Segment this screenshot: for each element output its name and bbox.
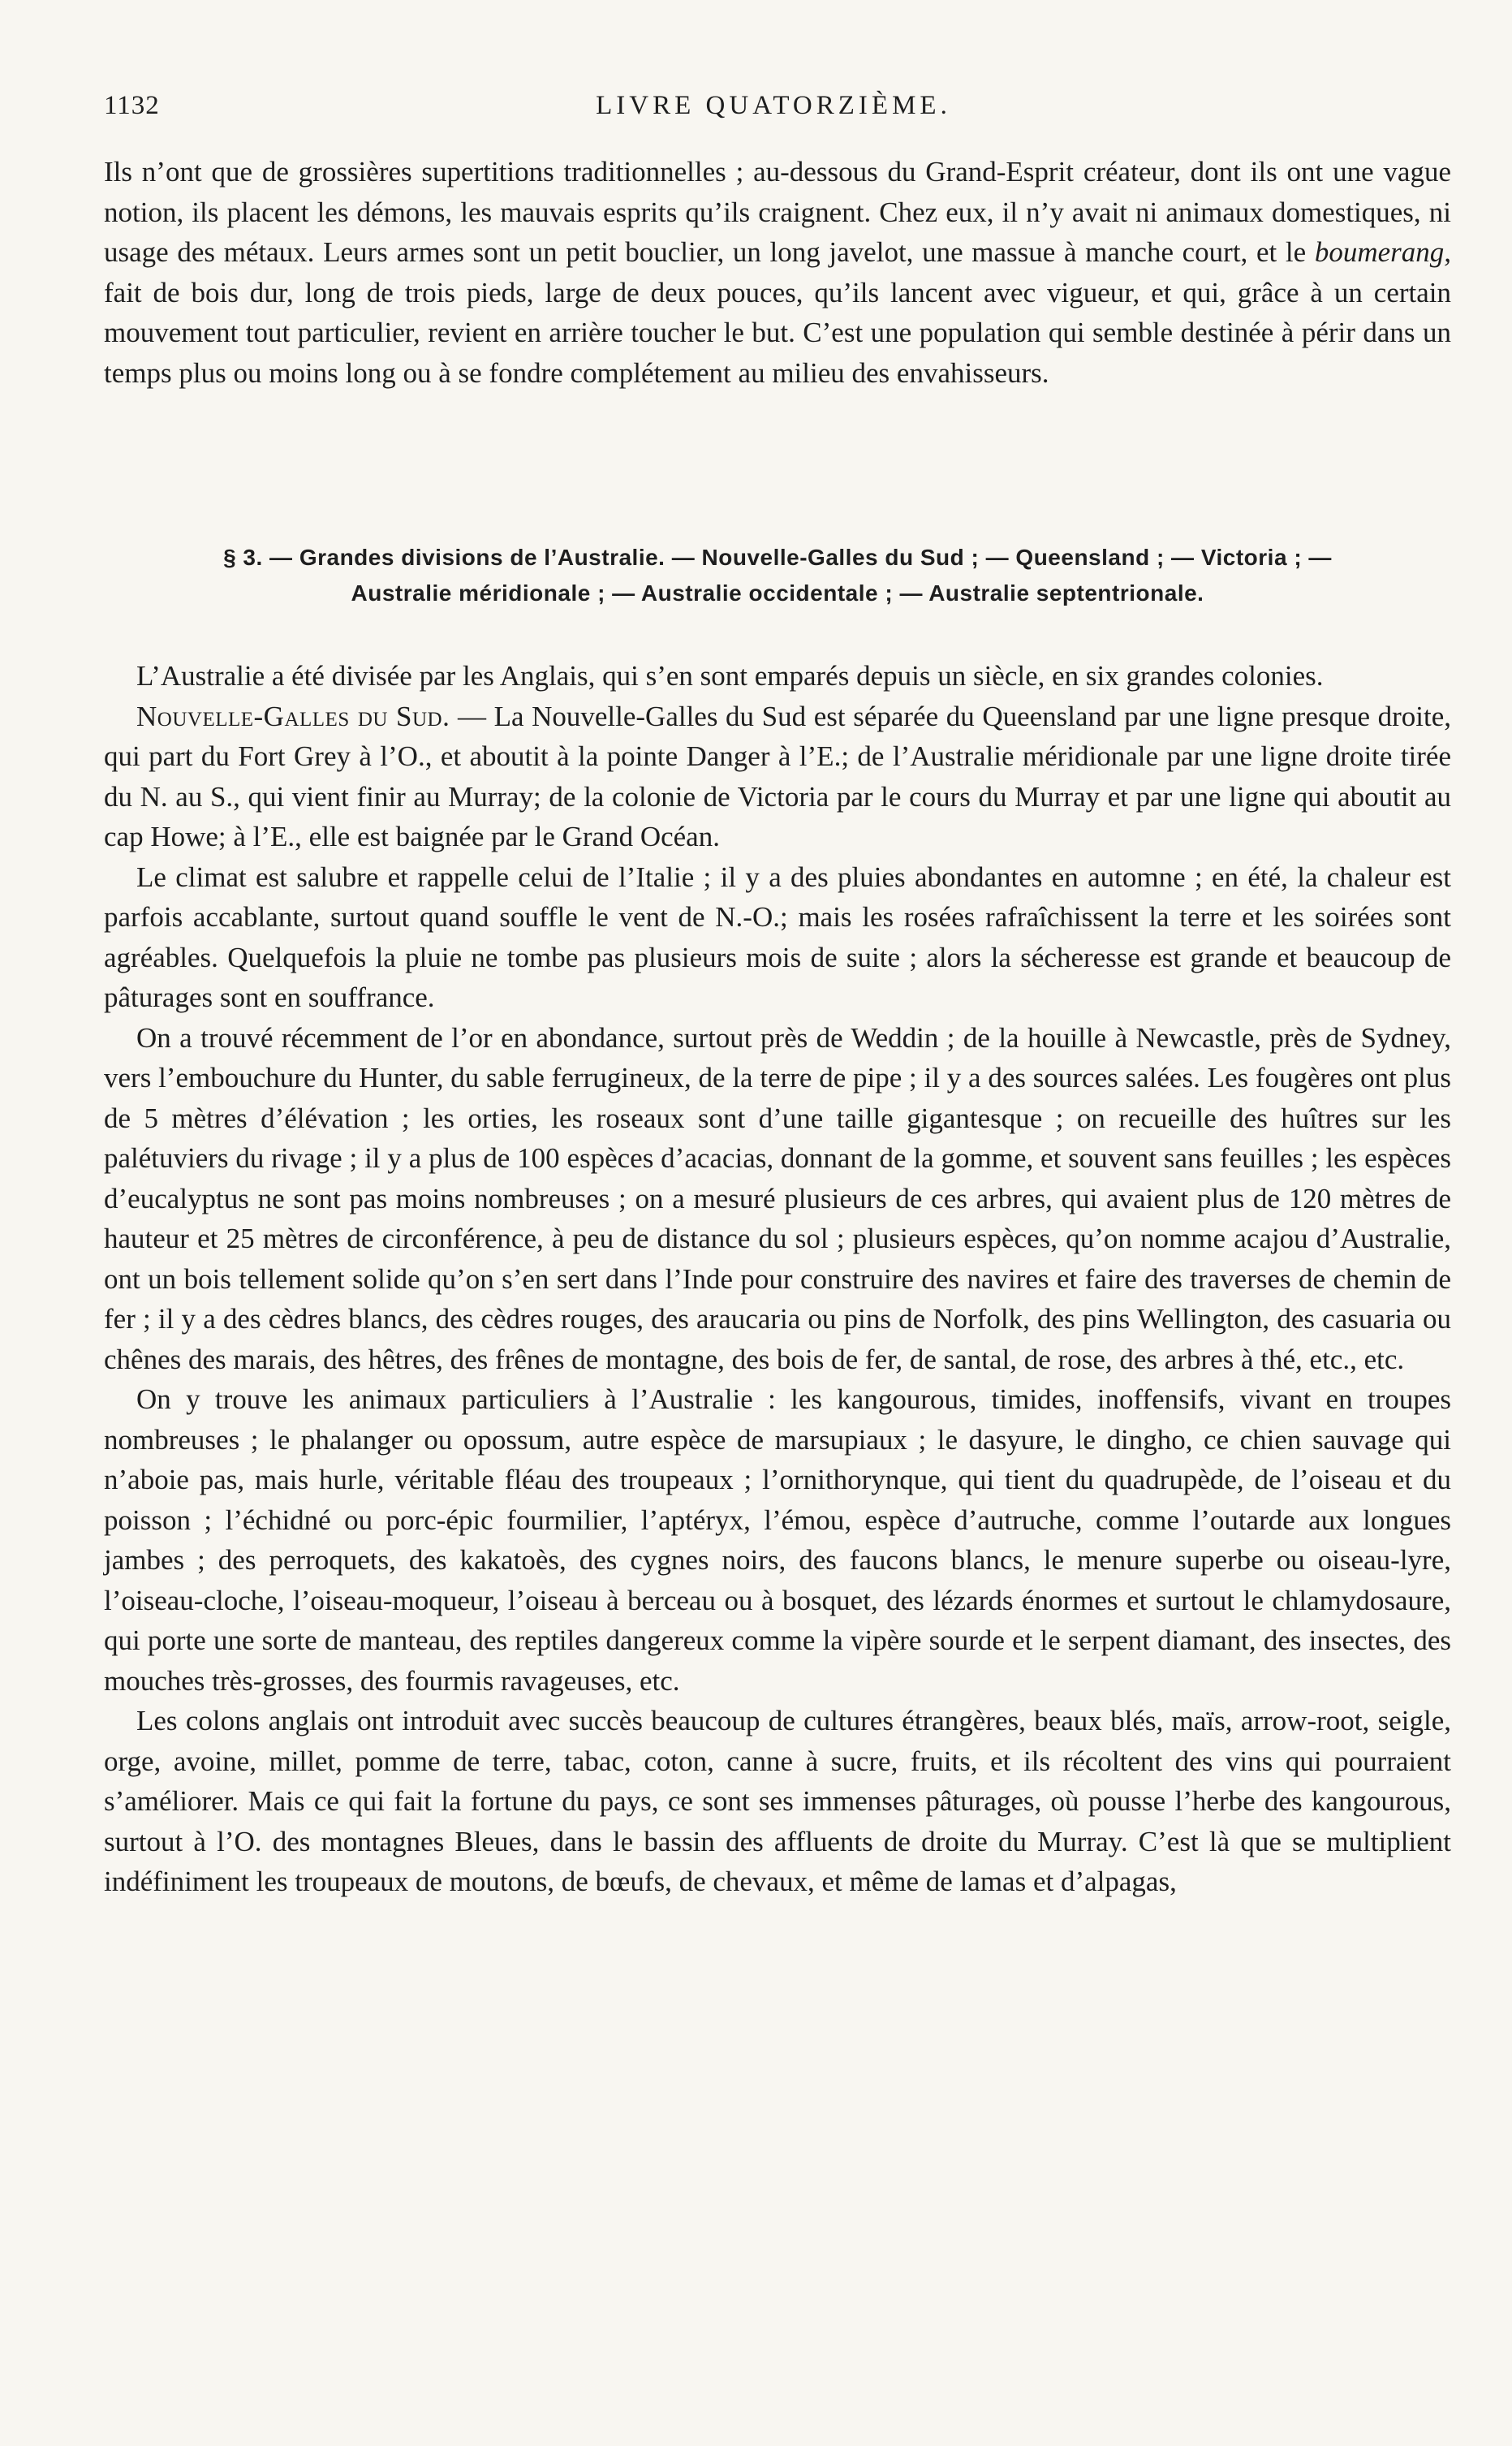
paragraph-nouvelle-galles-text: — La Nouvelle-Galles du Sud est séparée du Queensland par une ligne presque droite, qui part du Fort Grey à l’O., et aboutit à la pointe Danger à l’E.; de l’Australie méridionale par une ligne droite tirée du N. au S., qui vient finir au Murray; de la colonie de Victoria par le cours du Murray et par une ligne qui aboutit au cap Howe; à l’E., elle est baignée par le Grand Océan. <box>104 700 1451 852</box>
paragraph-climate: Le climat est salubre et rappelle celui de l’Italie ; il y a des pluies abondantes en automne ; en été, la chaleur est parfois accablante, surtout quand souffle le vent de N.-O.; mais les rosées rafraîchissent la terre et les soirées sont agréables. Quelquefois la pluie ne tombe pas plusieurs mois de suite ; alors la sécheresse est grande et beaucoup de pâturages sont en souffrance. <box>104 861 1451 1013</box>
section-heading <box>104 540 1451 611</box>
paragraph-resources: On a trouvé récemment de l’or en abondance, surtout près de Weddin ; de la houille à Newcastle, près de Sydney, vers l’embouchure du Hunter, du sable ferrugineux, de la terre de pipe ; il y a des sources salées. Les fougères ont plus de 5 mètres d’élévation ; les orties, les roseaux sont d’une taille gigantesque ; on recueille des huîtres sur les palétuviers du rivage ; il y a plus de 100 espèces d’acacias, donnant de la gomme, et souvent sans feuilles ; les espèces d’eucalyptus ne sont pas moins nombreuses ; on a mesuré plusieurs de ces arbres, qui avaient plus de 120 mètres de hauteur et 25 mètres de circonférence, à peu de distance du sol ; plusieurs espèces, qu’on nomme acajou d’Australie, ont un bois tellement solide qu’on s’en sert dans l’Inde pour construire des navires et faire des traverses de chemin de fer ; il y a des cèdres blancs, des cèdres rouges, des araucaria ou pins de Norfolk, des pins Wellington, des casuaria ou chênes des marais, des hêtres, des frênes de montagne, des bois de fer, de santal, de rose, des arbres à thé, etc., etc. <box>104 1021 1451 1375</box>
section-body <box>104 656 1451 1902</box>
paragraph-division: L’Australie a été divisée par les Anglais, qui s’en sont emparés depuis un siècle, en six grandes colonies. <box>136 660 1324 692</box>
intro-paragraph <box>104 152 1451 393</box>
intro-text-part2: fait de bois dur, long de trois pieds, large de deux pouces, qu’ils lancent avec vigueur, et qui, grâce à un certain mouvement tout particulier, revient en arrière toucher le but. C’est une population qui semble destinée à périr dans un temps plus ou moins long ou à se fondre complétement au milieu des envahisseurs. <box>104 276 1451 389</box>
paragraph-nouvelle-galles <box>104 697 1451 857</box>
section-heading-line-1: § 3. — Grandes divisions de l’Australie. — Nouvelle-Galles du Sud ; — Queensland ; — Victoria ; — <box>223 545 1332 570</box>
boumerang-term: boumerang, <box>1314 236 1451 268</box>
paragraph-colonists: Les colons anglais ont introduit avec succès beaucoup de cultures étrangères, beaux blés, maïs, arrow-root, seigle, orge, avoine, millet, pomme de terre, tabac, coton, canne à sucre, fruits, et ils récoltent des vins qui pourraient s’améliorer. Mais ce qui fait la fortune du pays, ce sont ses immenses pâturages, où pousse l’herbe des kangourous, surtout à l’O. des montagnes Bleues, dans le bassin des affluents de droite du Murray. C’est là que se multiplient indéfiniment les troupeaux de moutons, de bœufs, de chevaux, et même de lamas et d’alpagas, <box>104 1705 1451 1897</box>
page-number: 1132 <box>104 91 160 120</box>
paragraph-lead-heading: Nouvelle-Galles du Sud. <box>136 700 450 732</box>
intro-text-part1: Ils n’ont que de grossières supertitions traditionnelles ; au-dessous du Grand-Esprit créateur, dont ils ont une vague notion, ils placent les démons, les mauvais esprits qu’ils craignent. Chez eux, il n’y avait ni animaux domestiques, ni usage des métaux. Leurs armes sont un petit bouclier, un long javelot, une massue à manche court, et le <box>104 156 1451 268</box>
paragraph-animals: On y trouve les animaux particuliers à l’Australie : les kangourous, timides, inoffensifs, vivant en troupes nombreuses ; le phalanger ou opossum, autre espèce de marsupiaux ; le dasyure, le dingho, ce chien sauvage qui n’aboie pas, mais hurle, véritable fléau des troupeaux ; l’ornithorynque, qui tient du quadrupède, de l’oiseau et du poisson ; l’échidné ou porc-épic fourmilier, l’aptéryx, l’émou, espèce d’autruche, comme l’outarde aux longues jambes ; des perroquets, des kakatoès, des cygnes noirs, des faucons blancs, le menure superbe ou oiseau-lyre, l’oiseau-cloche, l’oiseau-moqueur, l’oiseau à berceau ou à bosquet, des lézards énormes et surtout le chlamydosaure, qui porte une sorte de manteau, des reptiles dangereux comme la vipère sourde et le serpent diamant, des insectes, des mouches très-grosses, des fourmis ravageuses, etc. <box>104 1383 1451 1697</box>
page-header <box>104 91 1443 140</box>
intro-paragraph-block <box>104 152 1451 393</box>
section-heading-line-2: Australie méridionale ; — Australie occidentale ; — Australie septentrionale. <box>351 580 1204 606</box>
running-title: LIVRE QUATORZIÈME. <box>596 91 951 120</box>
